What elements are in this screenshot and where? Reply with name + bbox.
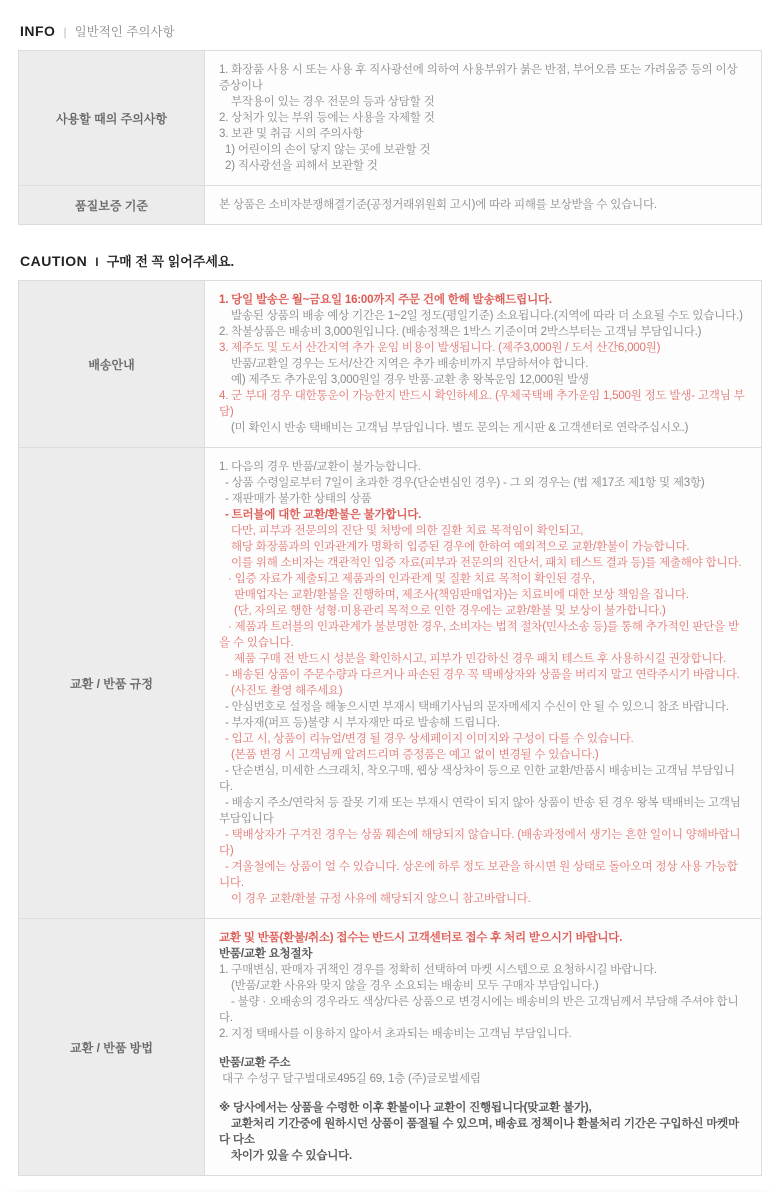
- text-line: - 부자재(퍼프 등)불량 시 부자재만 따로 발송해 드립니다.: [219, 717, 500, 729]
- row-content: [205, 51, 762, 186]
- text-line: 1. 구매변심, 판매자 귀책인 경우를 정확히 선택하여 마켓 시스템으로 요청하시길 바랍니다.: [219, 964, 657, 976]
- text-line: 예) 제주도 추가운임 3,000원일 경우 반품·교환 총 왕복운임 12,000원 발생: [219, 374, 589, 386]
- text-line: - 입고 시, 상품이 리뉴얼/변경 될 경우 상세페이지 이미지와 구성이 다를 수 있습니다.: [219, 733, 634, 745]
- row-label: 교환 / 반품 방법: [19, 919, 205, 1176]
- text-line: - 재판매가 불가한 상태의 상품: [219, 493, 372, 505]
- text-line: - 안심번호로 설정을 해놓으시면 부재시 택배기사님의 문자메세지 수신이 안 될 수 있으니 참조 바랍니다.: [219, 701, 729, 713]
- text-line: 차이가 있을 수 있습니다.: [219, 1150, 353, 1162]
- info-subtitle: 일반적인 주의사항: [74, 25, 175, 39]
- text-line: - 배송지 주소/연락처 등 잘못 기재 또는 부재시 연락이 되지 않아 상품이 반송 된 경우 왕복 택배비는 고객님 부담입니다: [219, 797, 744, 825]
- text-line: 1. 다음의 경우 반품/교환이 불가능합니다.: [219, 461, 421, 473]
- info-table-body: [19, 51, 762, 225]
- text-line: (반품/교환 사유와 맞지 않을 경우 소요되는 배송비 모두 구매자 부담입니다.): [219, 980, 599, 992]
- row-content: [205, 281, 762, 448]
- text-line: 교환처리 기간중에 원하시던 상품이 품절될 수 있으며, 배송료 정책이나 환불처리 기간은 구입하신 마켓마다 다소: [219, 1118, 740, 1146]
- text-line: 이 경우 교환/환불 규정 사유에 해당되지 않으니 참고바랍니다.: [219, 893, 531, 905]
- text-line: 3. 제주도 및 도서 산간지역 추가 운임 비용이 발생됩니다. (제주3,000원 / 도서 산간6,000원): [219, 342, 661, 354]
- caution-table: [18, 280, 762, 1176]
- text-line: 1. 화장품 사용 시 또는 사용 후 직사광선에 의하여 사용부위가 붉은 반점, 부어오름 또는 가려움증 등의 이상 증상이나: [219, 64, 741, 92]
- text-line: 해당 화장품과의 인과관계가 명확히 입증된 경우에 한하여 예외적으로 교환/환불이 가능합니다.: [219, 541, 690, 553]
- caution-separator: I: [95, 255, 99, 269]
- text-line: ※ 당사에서는 상품을 수령한 이후 환불이나 교환이 진행됩니다(맞교환 불가),: [219, 1102, 592, 1114]
- info-section-header: [20, 22, 762, 40]
- text-line: 이를 위해 소비자는 객관적인 입증 자료(피부과 전문의의 진단서, 패치 테스트 결과 등)를 제출해야 합니다.: [219, 557, 742, 569]
- caution-title: CAUTION: [20, 253, 88, 269]
- footer-banner-area: [0, 1188, 780, 1192]
- text-line: 반품/교환 주소: [219, 1057, 291, 1069]
- table-row: [19, 51, 762, 186]
- row-label: 품질보증 기준: [19, 186, 205, 225]
- info-table: [18, 50, 762, 225]
- text-line: (본품 변경 시 고객님께 알려드리며 증정품은 예고 없이 변경될 수 있습니다.): [219, 749, 599, 761]
- text-line: 1) 어린이의 손이 닿지 않는 곳에 보관할 것: [219, 144, 431, 156]
- row-label: 배송안내: [19, 281, 205, 448]
- caution-section-header: [20, 251, 762, 270]
- text-line: 교환 및 반품(환불/취소) 접수는 반드시 고객센터로 접수 후 처리 받으시기 바랍니다.: [219, 932, 623, 944]
- table-row: [19, 448, 762, 919]
- text-line: · 입증 자료가 제출되고 제품과의 인과관계 및 질환 치료 목적이 확인된 경우,: [219, 573, 595, 585]
- text-line: 2. 지정 택배사를 이용하지 않아서 초과되는 배송비는 고객님 부담입니다.: [219, 1028, 572, 1040]
- caution-subtitle: 구매 전 꼭 읽어주세요.: [106, 254, 235, 269]
- text-line: - 택배상자가 구겨진 경우는 상품 훼손에 해당되지 않습니다. (배송과정에서 생기는 흔한 일이니 양해바랍니다): [219, 829, 741, 857]
- text-line: 대구 수성구 달구벌대로495길 69, 1층 (주)글로벌세림: [219, 1073, 481, 1085]
- text-line: 4. 군 부대 경우 대한통운이 가능한지 반드시 확인하세요. (우체국택배 추가운임 1,500원 정도 발생- 고객님 부담): [219, 390, 745, 418]
- text-line: 2) 직사광선을 피해서 보관할 것: [219, 160, 378, 172]
- text-line: 반품/교환 요청절차: [219, 948, 313, 960]
- text-line: - 상품 수령일로부터 7일이 초과한 경우(단순변심인 경우) - 그 외 경우는 (법 제17조 제1항 및 제3항): [219, 477, 705, 489]
- text-line: - 겨울철에는 상품이 얼 수 있습니다. 상온에 하루 정도 보관을 하시면 원 상태로 돌아오며 정상 사용 가능합니다.: [219, 861, 738, 889]
- text-line: · 제품과 트러블의 인과관계가 불분명한 경우, 소비자는 법적 절차(민사소송 등)를 통해 추가적인 판단을 받을 수 있습니다.: [219, 621, 739, 649]
- text-line: - 불량 · 오배송의 경우라도 색상/다른 상품으로 변경시에는 배송비의 반은 고객님께서 부담해 주셔야 합니다.: [219, 996, 739, 1024]
- text-line: 제품 구매 전 반드시 성분을 확인하시고, 피부가 민감하신 경우 패치 테스트 후 사용하시길 권장합니다.: [219, 653, 727, 665]
- row-content: [205, 448, 762, 919]
- text-line: - 트러블에 대한 교환/환불은 불가합니다.: [219, 509, 422, 521]
- text-line: (사진도 촬영 해주세요): [219, 685, 343, 697]
- text-line: 부작용이 있는 경우 전문의 등과 상담할 것: [219, 96, 435, 108]
- text-line: 3. 보관 및 취급 시의 주의사항: [219, 128, 364, 140]
- info-title: INFO: [20, 23, 56, 39]
- info-separator: |: [63, 25, 67, 39]
- text-line: 판매업자는 교환/환불을 진행하며, 제조사(책임판매업자)는 치료비에 대한 보상 책임을 집니다.: [219, 589, 689, 601]
- text-line: 2. 착불상품은 배송비 3,000원입니다. (배송정책은 1박스 기준이며 2박스부터는 고객님 부담입니다.): [219, 326, 702, 338]
- text-line: (미 확인시 반송 택배비는 고객님 부담입니다. 별도 문의는 게시판 & 고객센터로 연락주십시오.): [219, 422, 689, 434]
- row-label: 사용할 때의 주의사항: [19, 51, 205, 186]
- caution-table-body: [19, 281, 762, 1176]
- row-content: [205, 186, 762, 225]
- table-row: [19, 186, 762, 225]
- row-content: [205, 919, 762, 1176]
- text-line: 발송된 상품의 배송 예상 기간은 1~2일 정도(평일기준) 소요됩니다.(지역에 따라 더 소요될 수도 있습니다.): [219, 310, 743, 322]
- table-row: [19, 919, 762, 1176]
- text-line: 반품/교환일 경우는 도서/산간 지역은 추가 배송비까지 부담하셔야 합니다.: [219, 358, 589, 370]
- text-line: 본 상품은 소비자분쟁해결기준(공정거래위원회 고시)에 따라 피해를 보상받을 수 있습니다.: [219, 199, 657, 211]
- text-line: - 단순변심, 미세한 스크래치, 착오구매, 웹상 색상차이 등으로 인한 교환/반품시 배송비는 고객님 부담입니다.: [219, 765, 735, 793]
- row-label: 교환 / 반품 규정: [19, 448, 205, 919]
- table-row: [19, 281, 762, 448]
- text-line: - 배송된 상품이 주문수량과 다르거나 파손된 경우 꼭 택배상자와 상품을 버리지 말고 연락주시기 바랍니다.: [219, 669, 740, 681]
- text-line: 2. 상처가 있는 부위 등에는 사용을 자제할 것: [219, 112, 435, 124]
- text-line: 1. 당일 발송은 월~금요일 16:00까지 주문 건에 한해 발송해드립니다.: [219, 294, 552, 306]
- text-line: (단, 자의로 행한 성형·미용관리 목적으로 인한 경우에는 교환/환불 및 보상이 불가합니다.): [219, 605, 666, 617]
- text-line: 다만, 피부과 전문의의 진단 및 처방에 의한 질환 치료 목적임이 확인되고,: [219, 525, 584, 537]
